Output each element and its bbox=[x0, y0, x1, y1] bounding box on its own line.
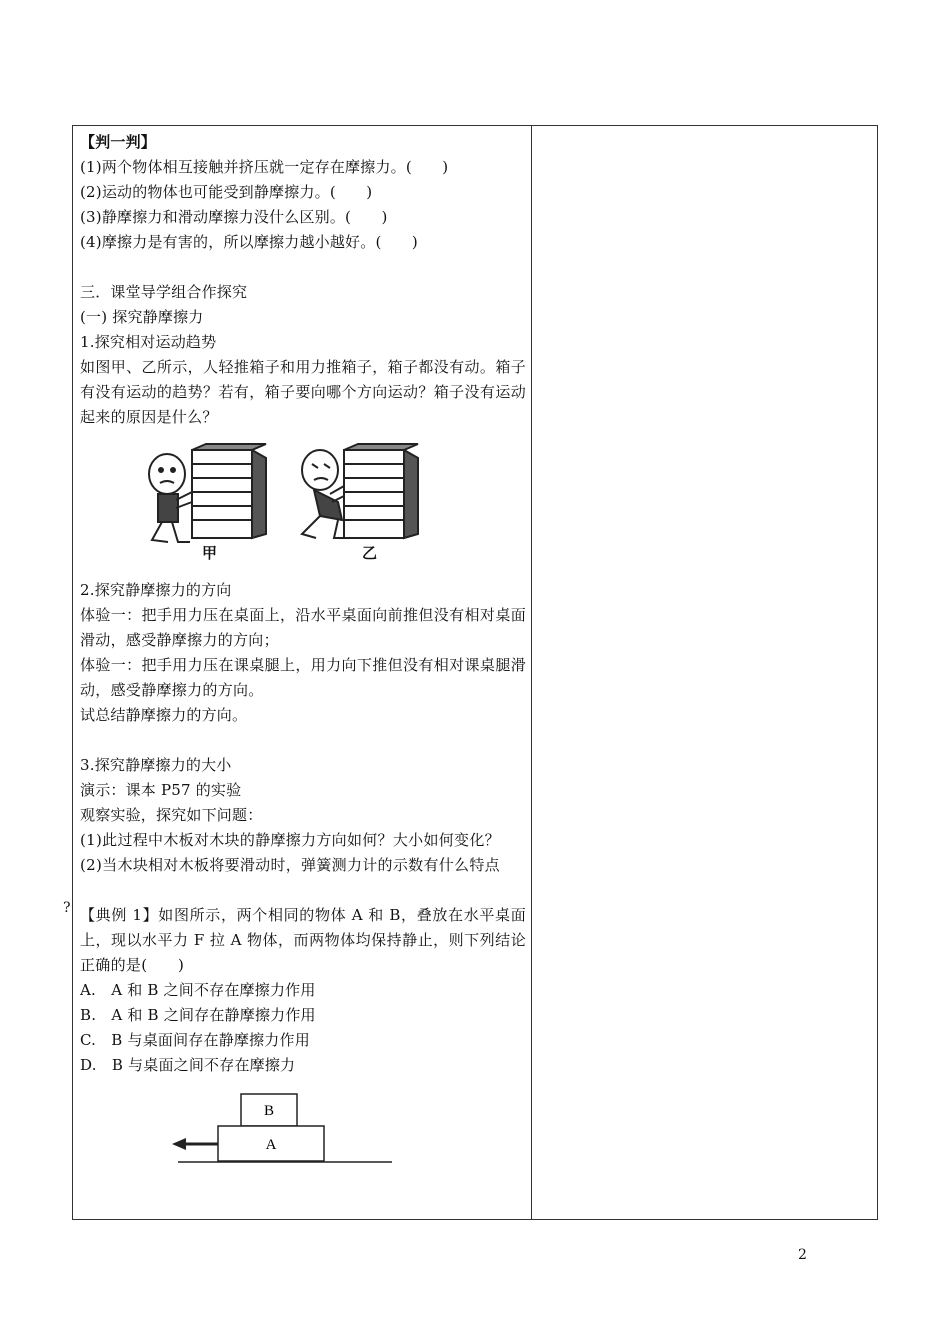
figure-label-jia: 甲 bbox=[202, 544, 218, 562]
item2-summary: 试总结静摩擦力的方向。 bbox=[80, 706, 248, 724]
item1-text: 如图甲、乙所示，人轻推箱子和用力推箱子，箱子都没有动。箱子有没有运动的趋势？若有，箱子要向哪个方向运动？箱子没有运动起来的原因是什么？ bbox=[80, 358, 526, 426]
item3-demo: 演示：课本 P57 的实验 bbox=[80, 781, 242, 799]
item3-question-1: (1)此过程中木板对木块的静摩擦力方向如何？大小如何变化？ bbox=[80, 831, 500, 849]
judge-item-1: (1)两个物体相互接触并挤压就一定存在摩擦力。( ) bbox=[80, 158, 449, 176]
item2-experience-1: 体验一：把手用力压在桌面上，沿水平桌面向前推但没有相对桌面滑动，感受静摩擦力的方向； bbox=[80, 606, 526, 649]
stacked-blocks-diagram bbox=[80, 1084, 526, 1184]
judge-heading: 【判一判】 bbox=[80, 133, 157, 151]
block-a-label: A bbox=[265, 1137, 277, 1153]
stray-mark: ? bbox=[63, 900, 71, 916]
section-title: 三．课堂导学组合作探究 bbox=[80, 283, 248, 301]
item3-title: 3.探究静摩擦力的大小 bbox=[80, 756, 232, 774]
person-pushing-hard bbox=[302, 450, 346, 538]
item1-title: 1.探究相对运动趋势 bbox=[80, 333, 217, 351]
force-arrow-head bbox=[172, 1138, 186, 1150]
block-b-label: B bbox=[263, 1103, 275, 1119]
crate-a bbox=[192, 444, 266, 538]
example-question: 【典例 1】如图所示，两个相同的物体 A 和 B，叠放在水平桌面上，现以水平力 F 拉 A 物体，而两物体均保持静止，则下列结论正确的是( ) bbox=[80, 906, 526, 974]
figure-label-yi: 乙 bbox=[362, 544, 378, 562]
person-pushing-lightly bbox=[149, 454, 192, 542]
item3-question-2: (2)当木块相对木板将要滑动时，弹簧测力计的示数有什么特点 bbox=[80, 856, 500, 874]
page-number: 2 bbox=[798, 1247, 807, 1263]
crate-push-figure bbox=[80, 430, 526, 570]
column-divider bbox=[531, 125, 532, 1220]
item2-title: 2.探究静摩擦力的方向 bbox=[80, 581, 232, 599]
judge-item-2: (2)运动的物体也可能受到静摩擦力。( ) bbox=[80, 183, 373, 201]
judge-item-4: (4)摩擦力是有害的，所以摩擦力越小越好。( ) bbox=[80, 233, 418, 251]
crate-b bbox=[344, 444, 418, 538]
judge-item-3: (3)静摩擦力和滑动摩擦力没什么区别。( ) bbox=[80, 208, 388, 226]
item3-observe: 观察实验，探究如下问题： bbox=[80, 806, 263, 824]
subsection-title: (一) 探究静摩擦力 bbox=[80, 308, 204, 326]
stacked-blocks-figure bbox=[80, 1084, 526, 1184]
option-d: D. B 与桌面之间不存在摩擦力 bbox=[80, 1056, 296, 1074]
option-c: C. B 与桌面间存在静摩擦力作用 bbox=[80, 1031, 310, 1049]
item2-experience-2: 体验一：把手用力压在课桌腿上，用力向下推但没有相对课桌腿滑动，感受静摩擦力的方向。 bbox=[80, 656, 526, 699]
option-a: A. A 和 B 之间不存在摩擦力作用 bbox=[80, 981, 316, 999]
option-b: B. A 和 B 之间存在静摩擦力作用 bbox=[80, 1006, 316, 1024]
crate-push-illustration bbox=[80, 430, 526, 570]
left-column bbox=[80, 126, 526, 1184]
